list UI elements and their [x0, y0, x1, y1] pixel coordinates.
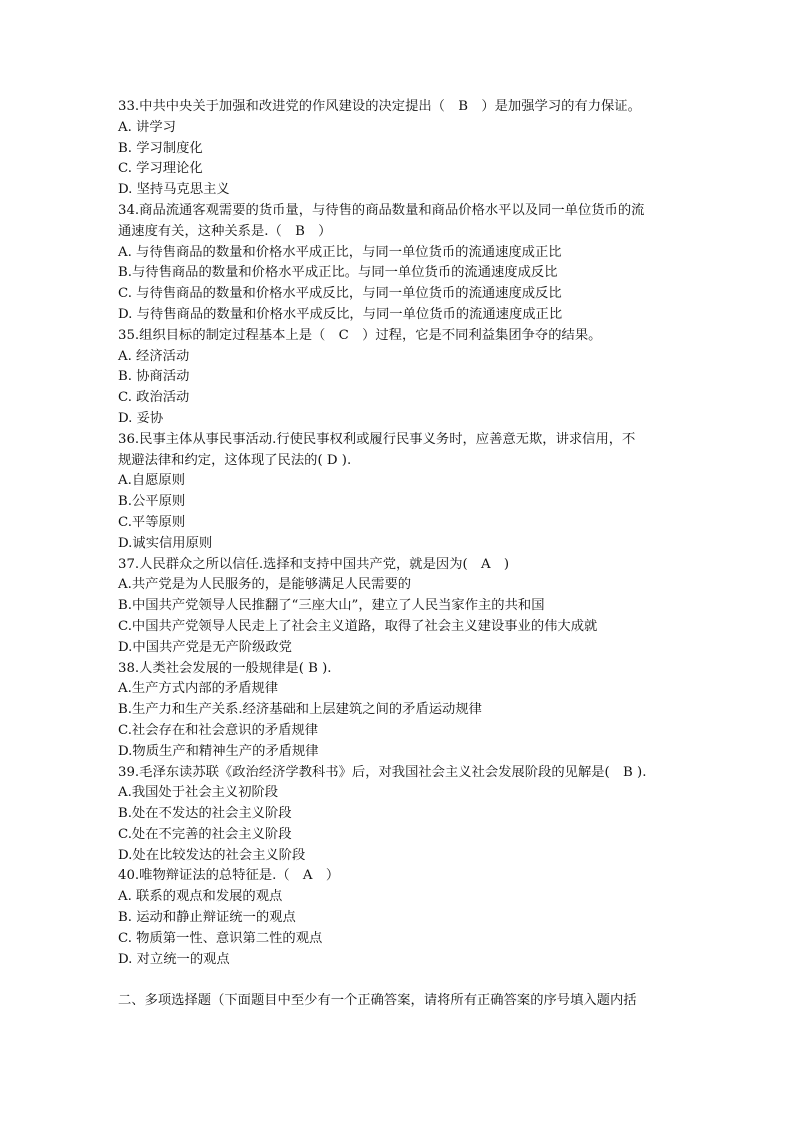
text-line-19: B.公平原则 [118, 494, 186, 510]
text-line-16: 36.民事主体从事民事活动.行使民事权利或履行民事义务时，应善意无欺，讲求信用，不 [118, 431, 636, 447]
text-line-37: 40.唯物辩证法的总特征是.（ A ） [118, 868, 340, 884]
text-line-24: B.中国共产党领导人民推翻了“三座大山”，建立了人民当家作主的共和国 [118, 598, 545, 614]
text-line-38: A. 联系的观点和发展的观点 [118, 889, 283, 905]
text-line-25: C.中国共产党领导人民走上了社会主义道路，取得了社会主义建设事业的伟大成就 [118, 618, 598, 634]
text-line-23: A.共产党是为人民服务的，是能够满足人民需要的 [118, 577, 412, 593]
text-line-12: A. 经济活动 [118, 348, 190, 364]
section-gap [118, 970, 678, 991]
text-line-30: C.社会存在和社会意识的矛盾规律 [118, 722, 319, 738]
text-line-20: C.平等原则 [118, 514, 186, 530]
text-line-34: B.处在不发达的社会主义阶段 [118, 806, 292, 822]
text-line-14: C. 政治活动 [118, 390, 190, 406]
text-line-33: A.我国处于社会主义初阶段 [118, 785, 279, 801]
heading-line-0: 二、多项选择题（下面题目中至少有一个正确答案，请将所有正确答案的序号填入题内括 [118, 993, 637, 1009]
text-line-22: 37.人民群众之所以信任.选择和支持中国共产党，就是因为( A ) [118, 556, 510, 572]
text-line-26: D.中国共产党是无产阶级政党 [118, 639, 292, 655]
text-line-7: A. 与待售商品的数量和价格水平成正比，与同一单位货币的流通速度成正比 [118, 244, 562, 260]
text-line-40: C. 物质第一性、意识第二性的观点 [118, 930, 323, 946]
text-line-32: 39.毛泽东读苏联《政治经济学教科书》后，对我国社会主义社会发展阶段的见解是( B ). [118, 764, 647, 780]
text-line-29: B.生产力和生产关系.经济基础和上层建筑之间的矛盾运动规律 [118, 702, 482, 718]
text-line-5: 34.商品流通客观需要的货币量，与待售的商品数量和商品价格水平以及同一单位货币的流 [118, 202, 645, 218]
section-heading [118, 991, 678, 1012]
text-line-31: D.物质生产和精神生产的矛盾规律 [118, 743, 319, 759]
text-line-39: B. 运动和静止辩证统一的观点 [118, 910, 296, 926]
text-line-13: B. 协商活动 [118, 369, 190, 385]
text-line-18: A.自愿原则 [118, 473, 186, 489]
text-line-9: C. 与待售商品的数量和价格水平成反比，与同一单位货币的流通速度成反比 [118, 286, 562, 302]
text-line-17: 规避法律和约定，这体现了民法的( D ). [118, 452, 352, 468]
text-line-8: B.与待售商品的数量和价格水平成正比。与同一单位货币的流通速度成反比 [118, 265, 558, 281]
text-line-36: D.处在比较发达的社会主义阶段 [118, 847, 306, 863]
question-list [118, 97, 678, 970]
text-line-27: 38.人类社会发展的一般规律是( B ). [118, 660, 332, 676]
text-line-21: D.诚实信用原则 [118, 535, 213, 551]
text-line-28: A.生产方式内部的矛盾规律 [118, 681, 279, 697]
text-line-1: A. 讲学习 [118, 119, 176, 135]
text-line-41: D. 对立统一的观点 [118, 951, 230, 967]
text-line-35: C.处在不完善的社会主义阶段 [118, 826, 292, 842]
text-line-2: B. 学习制度化 [118, 140, 203, 156]
text-line-11: 35.组织目标的制定过程基本上是（ C ）过程，它是不同利益集团争夺的结果。 [118, 327, 602, 343]
text-line-10: D. 与待售商品的数量和价格水平成反比，与同一单位货币的流通速度成正比 [118, 306, 563, 322]
text-line-0: 33.中共中央关于加强和改进党的作风建设的决定提出（ B ）是加强学习的有力保证。 [118, 99, 641, 114]
document-body [118, 97, 678, 1012]
text-line-3: C. 学习理论化 [118, 161, 203, 177]
text-line-15: D. 妥协 [118, 410, 164, 426]
text-line-6: 通速度有关，这种关系是.（ B ） [118, 223, 332, 239]
text-line-4: D. 坚持马克思主义 [118, 182, 230, 198]
